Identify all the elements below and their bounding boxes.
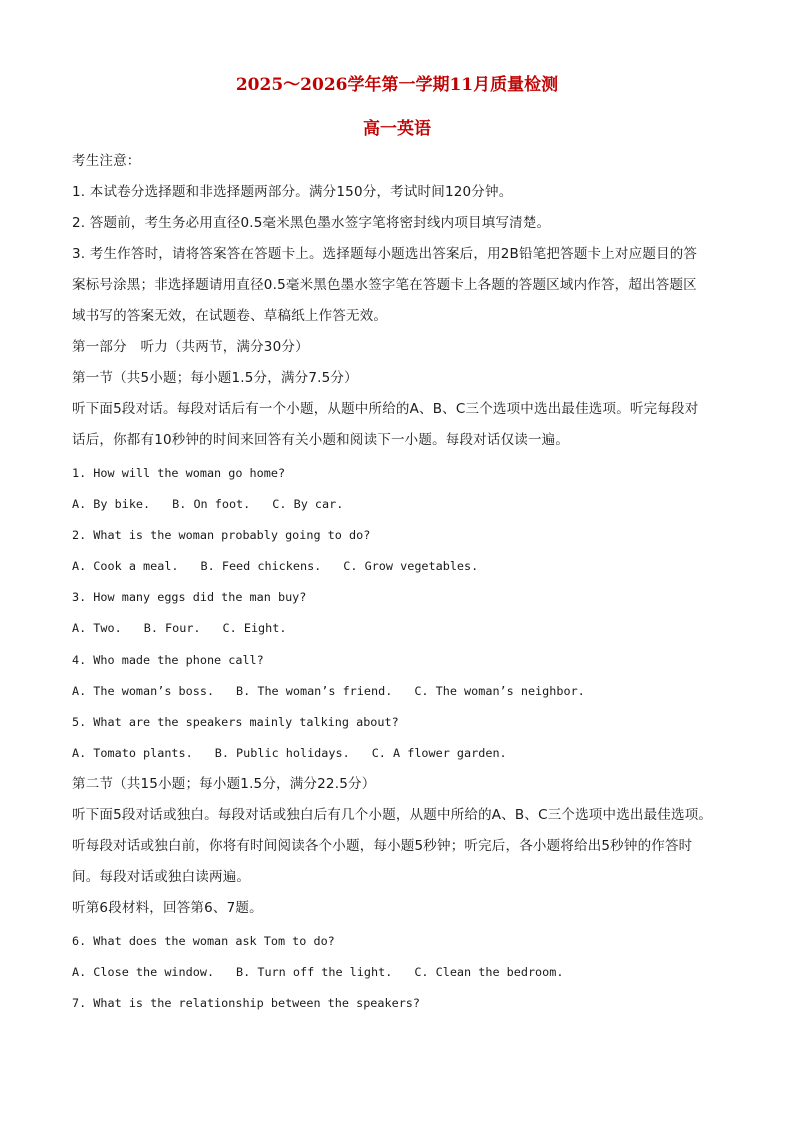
option-c: C. Grow vegetables. [343, 559, 479, 573]
option-c: C. By car. [272, 497, 344, 511]
section-instructions: 听每段对话或独白前，你将有时间阅读各个小题，每小题5秒钟；听完后，各小题将给出5秒钟的作答时 [72, 838, 693, 854]
notice-item: 案标号涂黑；非选择题请用直径0.5毫米黑色墨水签字笔在答题卡上各题的答题区域内作答，超出答题区 [72, 277, 697, 293]
question-stem: 1. How will the woman go home? [72, 466, 286, 480]
option-a: A. Two. [72, 621, 122, 635]
question-stem: 3. How many eggs did the man buy? [72, 590, 307, 604]
option-a: A. The woman’s boss. [72, 684, 215, 698]
option-c: C. Clean the bedroom. [414, 965, 564, 979]
question-stem: 7. What is the relationship between the speakers? [72, 996, 421, 1010]
option-a: A. By bike. [72, 497, 151, 511]
option-a: A. Tomato plants. [72, 746, 193, 760]
question-options [72, 495, 343, 513]
part-title: 第一部分 听力（共两节，满分30分） [72, 339, 309, 355]
question-options [72, 557, 478, 575]
question-stem: 2. What is the woman probably going to do? [72, 528, 371, 542]
option-b: B. On foot. [172, 497, 251, 511]
option-c: C. The woman’s neighbor. [414, 684, 585, 698]
question-options [72, 619, 286, 637]
option-b: B. Turn off the light. [236, 965, 393, 979]
option-c: C. A flower garden. [371, 746, 507, 760]
question-stem: 5. What are the speakers mainly talking about? [72, 715, 399, 729]
question-stem: 4. Who made the phone call? [72, 653, 264, 667]
material-note: 听第6段材料，回答第6、7题。 [72, 900, 263, 916]
exam-title: 2025～2026学年第一学期11月质量检测 [235, 75, 559, 95]
option-b: B. Four. [143, 621, 201, 635]
section-instructions: 听下面5段对话。每段对话后有一个小题，从题中所给的A、B、C三个选项中选出最佳选项。听完每段对 [72, 401, 699, 417]
option-a: A. Cook a meal. [72, 559, 179, 573]
question-options [72, 963, 563, 981]
notice-item: 3. 考生作答时，请将答案答在答题卡上。选择题每小题选出答案后，用2B铅笔把答题卡上对应题目的答 [72, 246, 698, 262]
section-instructions: 间。每段对话或独白读两遍。 [72, 869, 251, 885]
notice-item: 域书写的答案无效，在试题卷、草稿纸上作答无效。 [72, 308, 388, 324]
section-title: 第二节（共15小题；每小题1.5分，满分22.5分） [72, 776, 376, 792]
question-stem: 6. What does the woman ask Tom to do? [72, 934, 335, 948]
notice-heading: 考生注意： [72, 153, 141, 169]
option-c: C. Eight. [222, 621, 287, 635]
notice-item: 1. 本试卷分选择题和非选择题两部分。满分150分，考试时间120分钟。 [72, 184, 513, 200]
option-b: B. Feed chickens. [200, 559, 322, 573]
section-instructions: 听下面5段对话或独白。每段对话或独白后有几个小题，从题中所给的A、B、C三个选项中选出最佳选项。 [72, 807, 713, 823]
section-title: 第一节（共5小题；每小题1.5分，满分7.5分） [72, 370, 358, 386]
section-instructions: 话后，你都有10秒钟的时间来回答有关小题和阅读下一小题。每段对话仅读一遍。 [72, 432, 570, 448]
subject-title: 高一英语 [363, 119, 431, 139]
option-b: B. The woman’s friend. [236, 684, 393, 698]
option-a: A. Close the window. [72, 965, 215, 979]
option-b: B. Public holidays. [214, 746, 350, 760]
question-options [72, 744, 507, 762]
notice-item: 2. 答题前，考生务必用直径0.5毫米黑色墨水签字笔将密封线内项目填写清楚。 [72, 215, 551, 231]
question-options [72, 682, 585, 700]
